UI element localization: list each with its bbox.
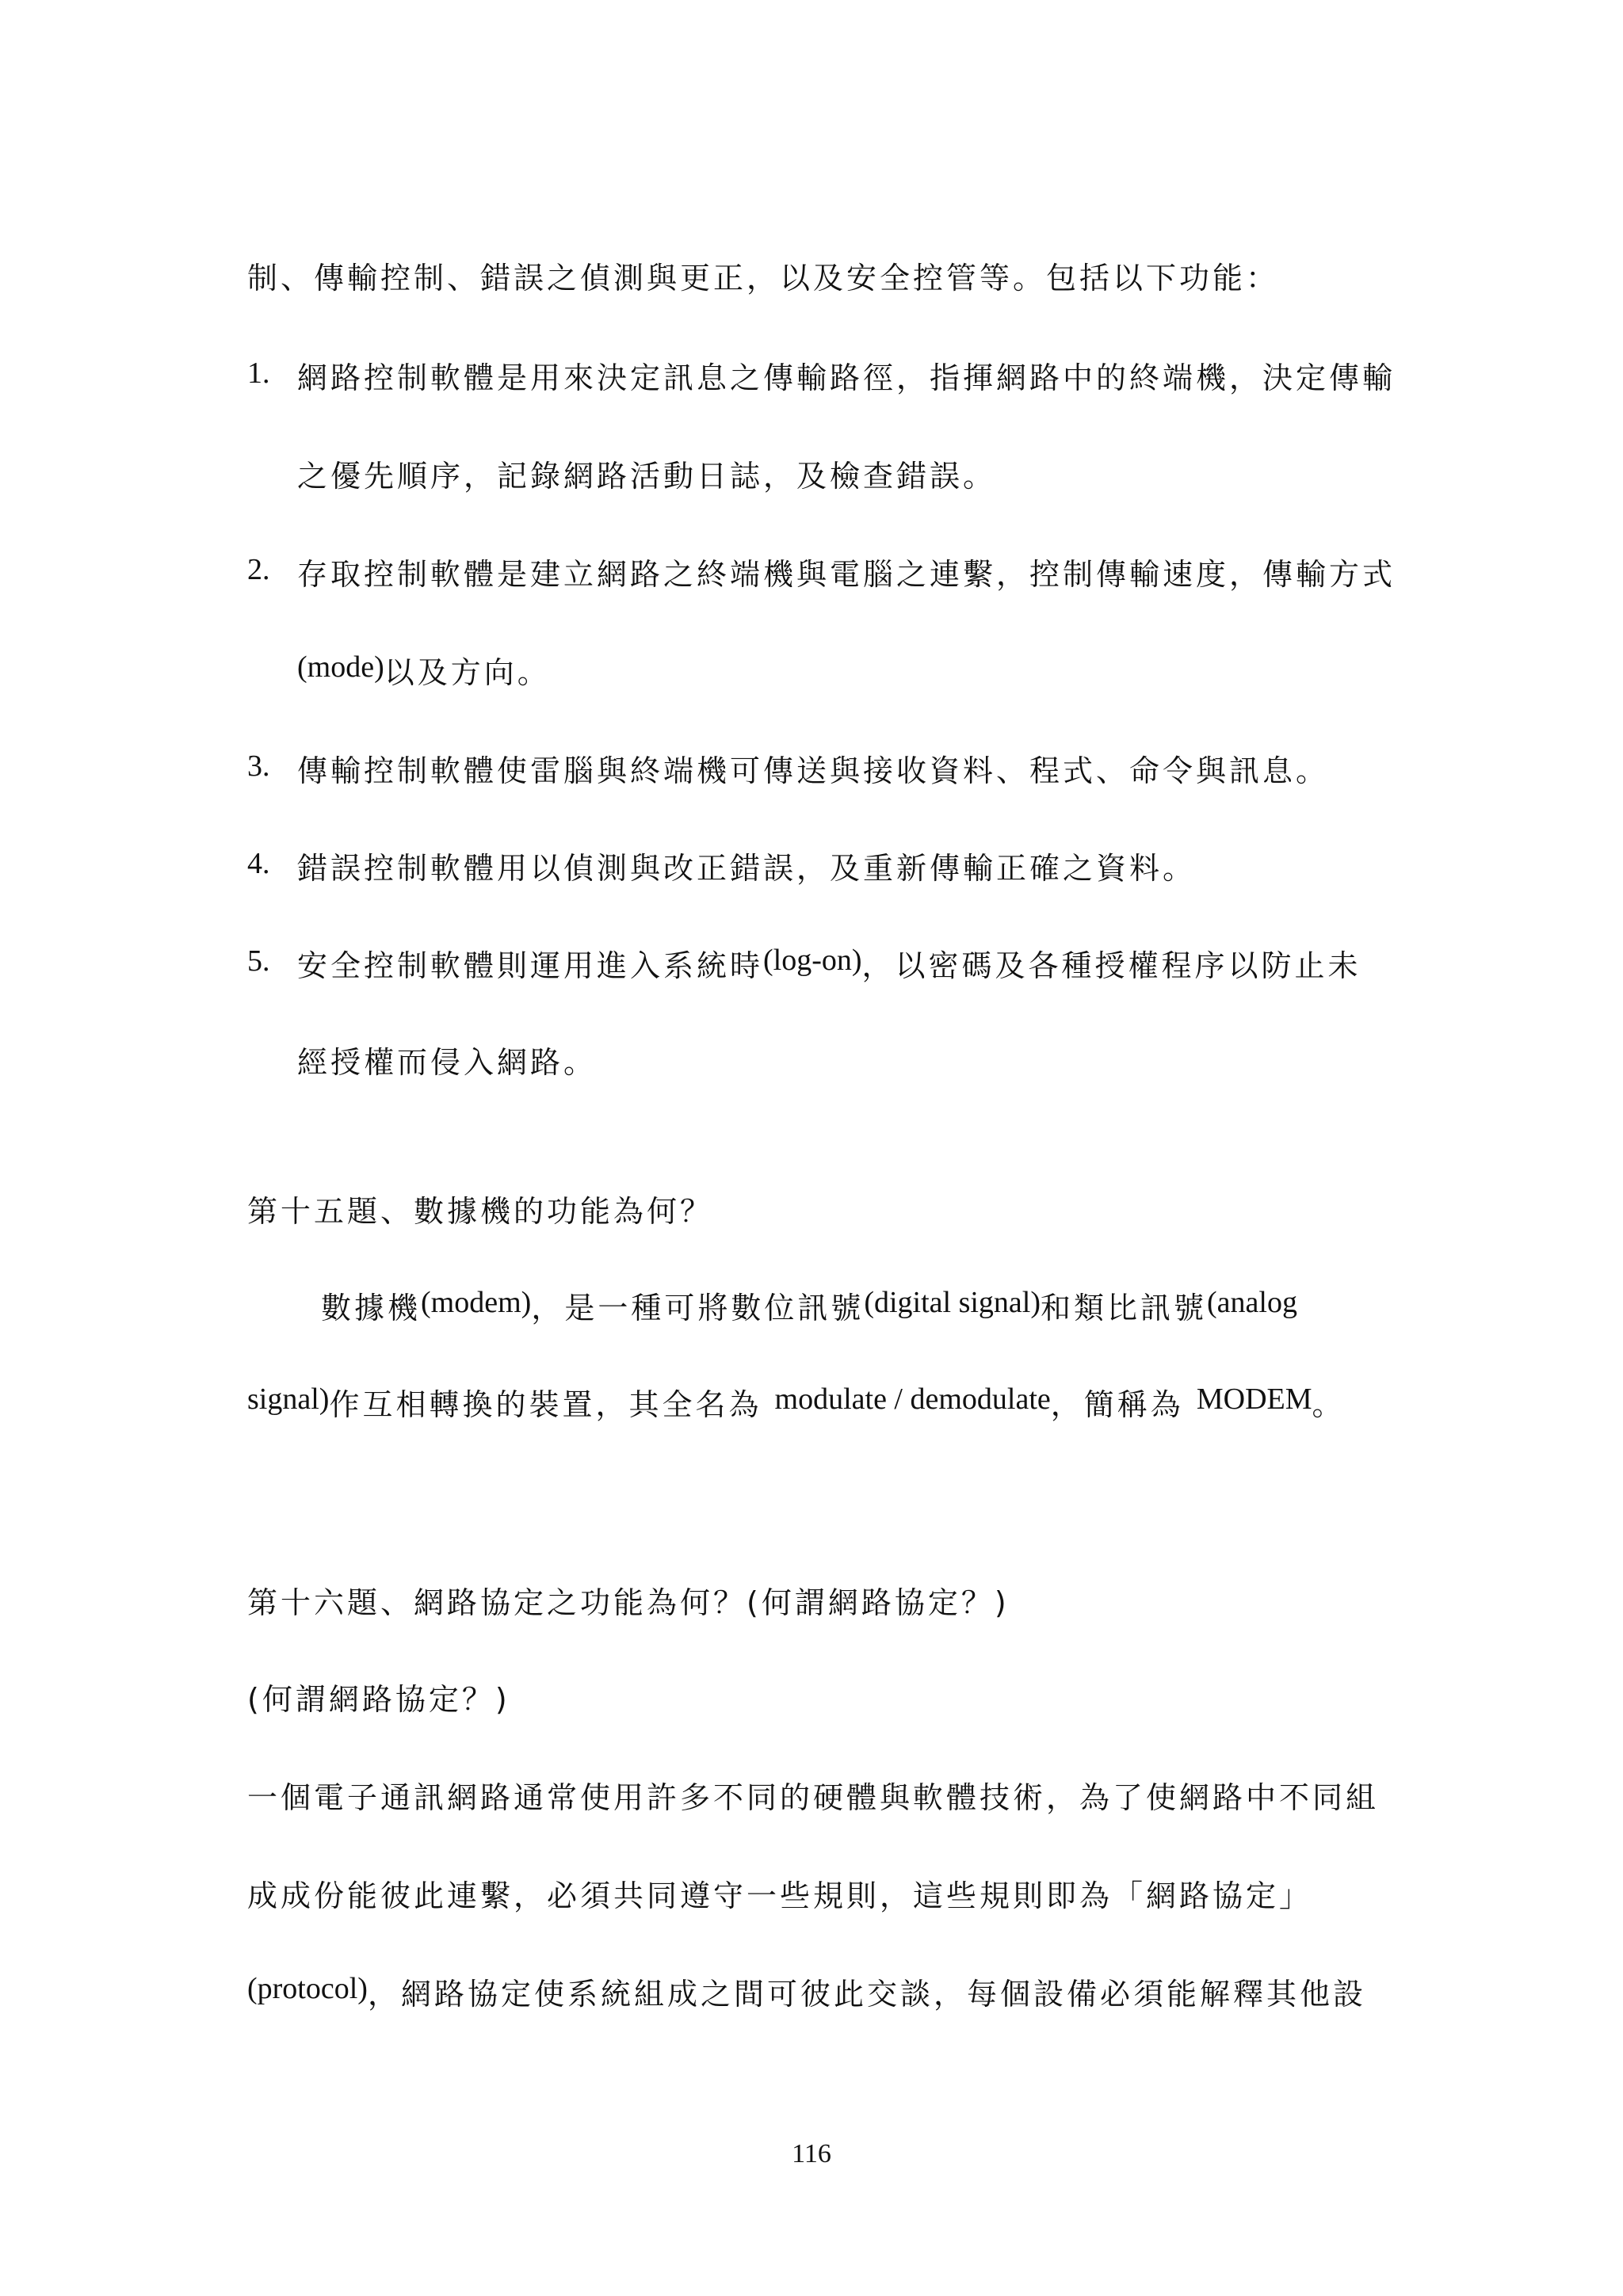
item-text-line: 錯誤控制軟體用以偵測與改正錯誤，及重新傳輸正確之資料。 [297,851,1197,886]
latin-term: signal) [247,1383,330,1416]
question-title: 第十五題、數據機的功能為何？ [247,1194,714,1229]
paragraph-line [247,1972,1366,2012]
text-span: 作互相轉換的裝置，其全名為 [329,1387,775,1422]
item-text-line: 存取控制軟體是建立網路之終端機與電腦之連繫，控制傳輸速度，傳輸方式 [297,557,1396,592]
item-text-line: 經授權而侵入網路。 [297,1045,598,1080]
text-span: ，網路協定使系統組成之間可彼此交談，每個設備必須能解釋其他設 [367,1977,1366,2012]
item-number: 1. [247,357,270,390]
question-title: 第十六題、網路協定之功能為何？(何謂網路協定？) [247,1585,1010,1620]
item-number: 4. [247,847,270,880]
text-span: 和類比訊號 [1041,1291,1208,1325]
item-number: 2. [247,553,270,586]
latin-term: MODEM [1196,1383,1312,1416]
item-text-line: 之優先順序，記錄網路活動日誌，及檢查錯誤。 [297,459,997,494]
intro-line: 制、傳輸控制、錯誤之偵測與更正，以及安全控管等。包括以下功能： [247,261,1280,296]
text-span: 安全控制軟體則運用進入系統時 [297,948,764,983]
text-span: ，是一種可將數位訊號 [531,1291,865,1325]
latin-term: (modem) [421,1286,532,1319]
latin-term: (analog [1207,1286,1297,1319]
question-subtitle: (何謂網路協定？) [247,1682,510,1717]
page-number: 116 [792,2139,831,2168]
latin-term: (digital signal) [864,1286,1041,1319]
paragraph-line: 成成份能彼此連繫，必須共同遵守一些規則，這些規則即為「網路協定」 [247,1878,1313,1913]
text-span: 數據機 [321,1291,422,1325]
latin-term: (log-on) [763,944,862,977]
item-text-line: 傳輸控制軟體使雷腦與終端機可傳送與接收資料、程式、命令與訊息。 [297,753,1330,788]
paragraph-line: 一個電子通訊網路通常使用許多不同的硬體與軟體技術，為了使網路中不同組 [247,1780,1380,1815]
item-text-line: 網路控制軟體是用來決定訊息之傳輸路徑，指揮網路中的終端機，決定傳輸 [297,360,1396,395]
text-span: 以及方向。 [384,655,551,690]
text-span: 。 [1312,1387,1346,1422]
latin-term: (protocol) [247,1972,368,2005]
paragraph-line [247,1383,1346,1422]
item-text-line [297,650,551,690]
item-text-line [297,944,1361,983]
item-number: 5. [247,944,270,978]
paragraph-line [321,1286,1297,1325]
text-span: ，簡稱為 [1050,1387,1197,1422]
item-number: 3. [247,749,270,783]
text-span: ，以密碼及各種授權程序以防止未 [861,948,1361,983]
latin-term: modulate / demodulate [774,1383,1051,1416]
latin-term: (mode) [297,650,384,684]
